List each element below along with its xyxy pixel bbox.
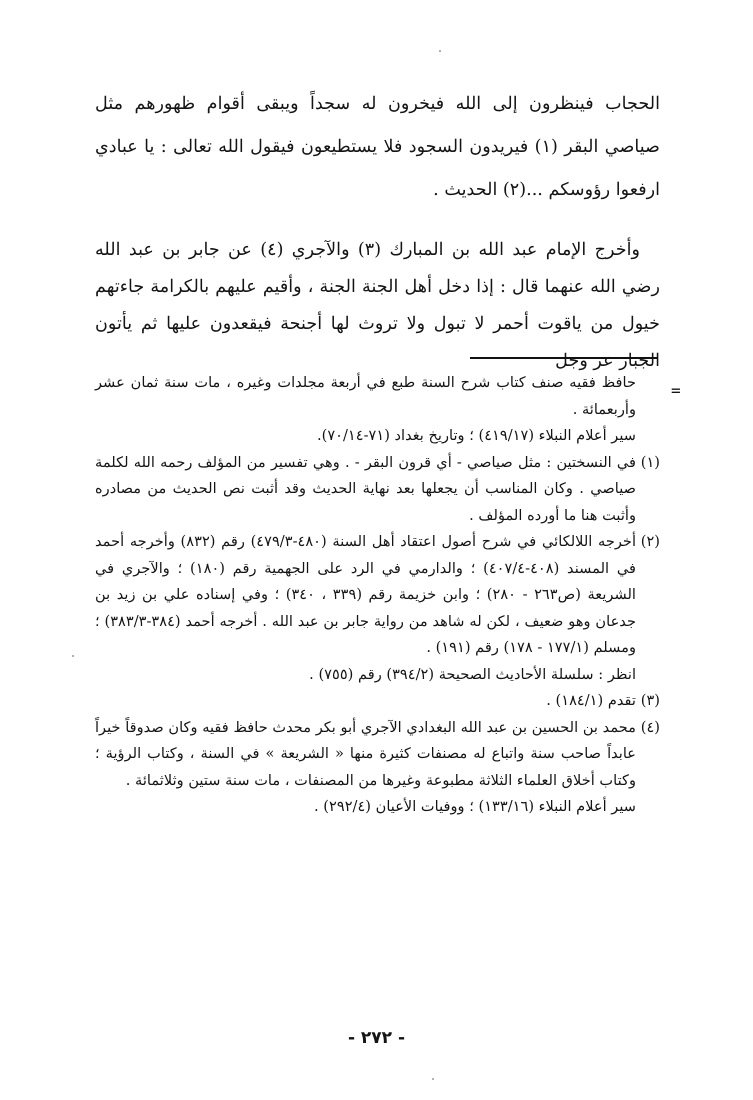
page-number: - ٢٧٢ - <box>347 1028 406 1048</box>
footnote-text: تقدم (١٨٤/١) . <box>546 692 636 709</box>
footnote-4 <box>95 715 660 795</box>
footnote-1 <box>95 450 660 530</box>
footnote-text: محمد بن الحسين بن عبد الله البغدادي الآجري أبو بكر محدث حافظ فقيه وكان صدوقاً خيراً عابداً صاحب سنة واتباع له مصنفات كثيرة منها « الشريعة » في السنة ، وكتاب الرؤية ؛ وكتاب أخلاق العلماء الثلاثة مطبوعة وغيرها من المصنفات ، مات سنة ستين وثلاثمائة . <box>95 718 636 789</box>
footnote-3 <box>95 688 660 715</box>
footnote-text: في النسختين : مثل صياصي - أي قرون البقر - . وهي تفسير من المؤلف رحمه الله لكلمة صياصي . وكان المناسب أن يجعلها بعد نهاية الحديث وقد أثبت نص الحديث من مصادره وأثبت هنا ما أورده المؤلف . <box>95 453 636 524</box>
footnote-reference: سير أعلام النبلاء (٤١٩/١٧) ؛ وتاريخ بغداد (٧١-٧٠/١٤). <box>316 427 636 444</box>
footnote-2 <box>95 529 660 662</box>
footnote-text: أخرجه اللالكائي في شرح أصول اعتقاد أهل السنة (٤٨٠-٤٧٩/٣) رقم (٨٣٢) وأخرجه أحمد في المسند (٤٠٨-٤٠٧/٤) ؛ والدارمي في الرد على الجهمية رقم (١٨٠) ؛ والآجري في الشريعة (ص٢٦٣ - ٢٨٠) ؛ وابن خزيمة رقم (٣٣٩ ، ٣٤٠) ؛ وفي إسناده علي بن زيد بن جدعان وهو ضعيف ، لكن له شاهد من رواية جابر بن عبد الله . أخرجه أحمد (٣٨٤-٣٨٣/٣) ؛ ومسلم (١٧٧/١ - ١٧٨) رقم (١٩١) . <box>95 533 637 656</box>
footnote-number: (٢) <box>640 533 660 550</box>
scan-speck <box>439 50 441 52</box>
footnotes <box>95 370 660 821</box>
footnote-reference: سير أعلام النبلاء (١٣٣/١٦) ؛ ووفيات الأعيان (٢٩٢/٤) . <box>314 798 636 815</box>
scan-speck <box>72 655 74 657</box>
main-paragraph: الحجاب فينظرون إلى الله فيخرون له سجداً ويبقى أقوام ظهورهم مثل صياصي البقر (١) فيريدون السجود فلا يستطيعون فيقول الله تعالى : يا عبادي ارفعوا رؤوسكم ...(٢) الحديث . <box>95 94 660 200</box>
main-text <box>95 83 660 380</box>
main-paragraph: وأخرج الإمام عبد الله بن المبارك (٣) والآجري (٤) عن جابر بن عبد الله رضي الله عنهما قال : إذا دخل أهل الجنة الجنة ، وأقيم عليهم بالكرامة جاءتهم خيول من ياقوت أحمر لا تبول ولا تروث لها أجنحة فيقعدون عليها ثم يأتون الجبار عز وجل <box>95 240 660 371</box>
continuation-marker: = <box>671 381 681 400</box>
footnote-continuation: حافظ فقيه صنف كتاب شرح السنة طبع في أربعة مجلدات وغيره ، مات سنة ثمان عشر وأربعمائة . <box>95 374 636 418</box>
footnote-number: (٣) <box>640 692 660 709</box>
footnote-divider <box>470 357 658 359</box>
footnote-number: (١) <box>640 453 660 471</box>
scan-speck <box>432 1078 434 1080</box>
footnote-reference: انظر : سلسلة الأحاديث الصحيحة (٣٩٤/٢) رقم (٧٥٥) . <box>309 665 636 683</box>
footnote-number: (٤) <box>640 718 660 736</box>
